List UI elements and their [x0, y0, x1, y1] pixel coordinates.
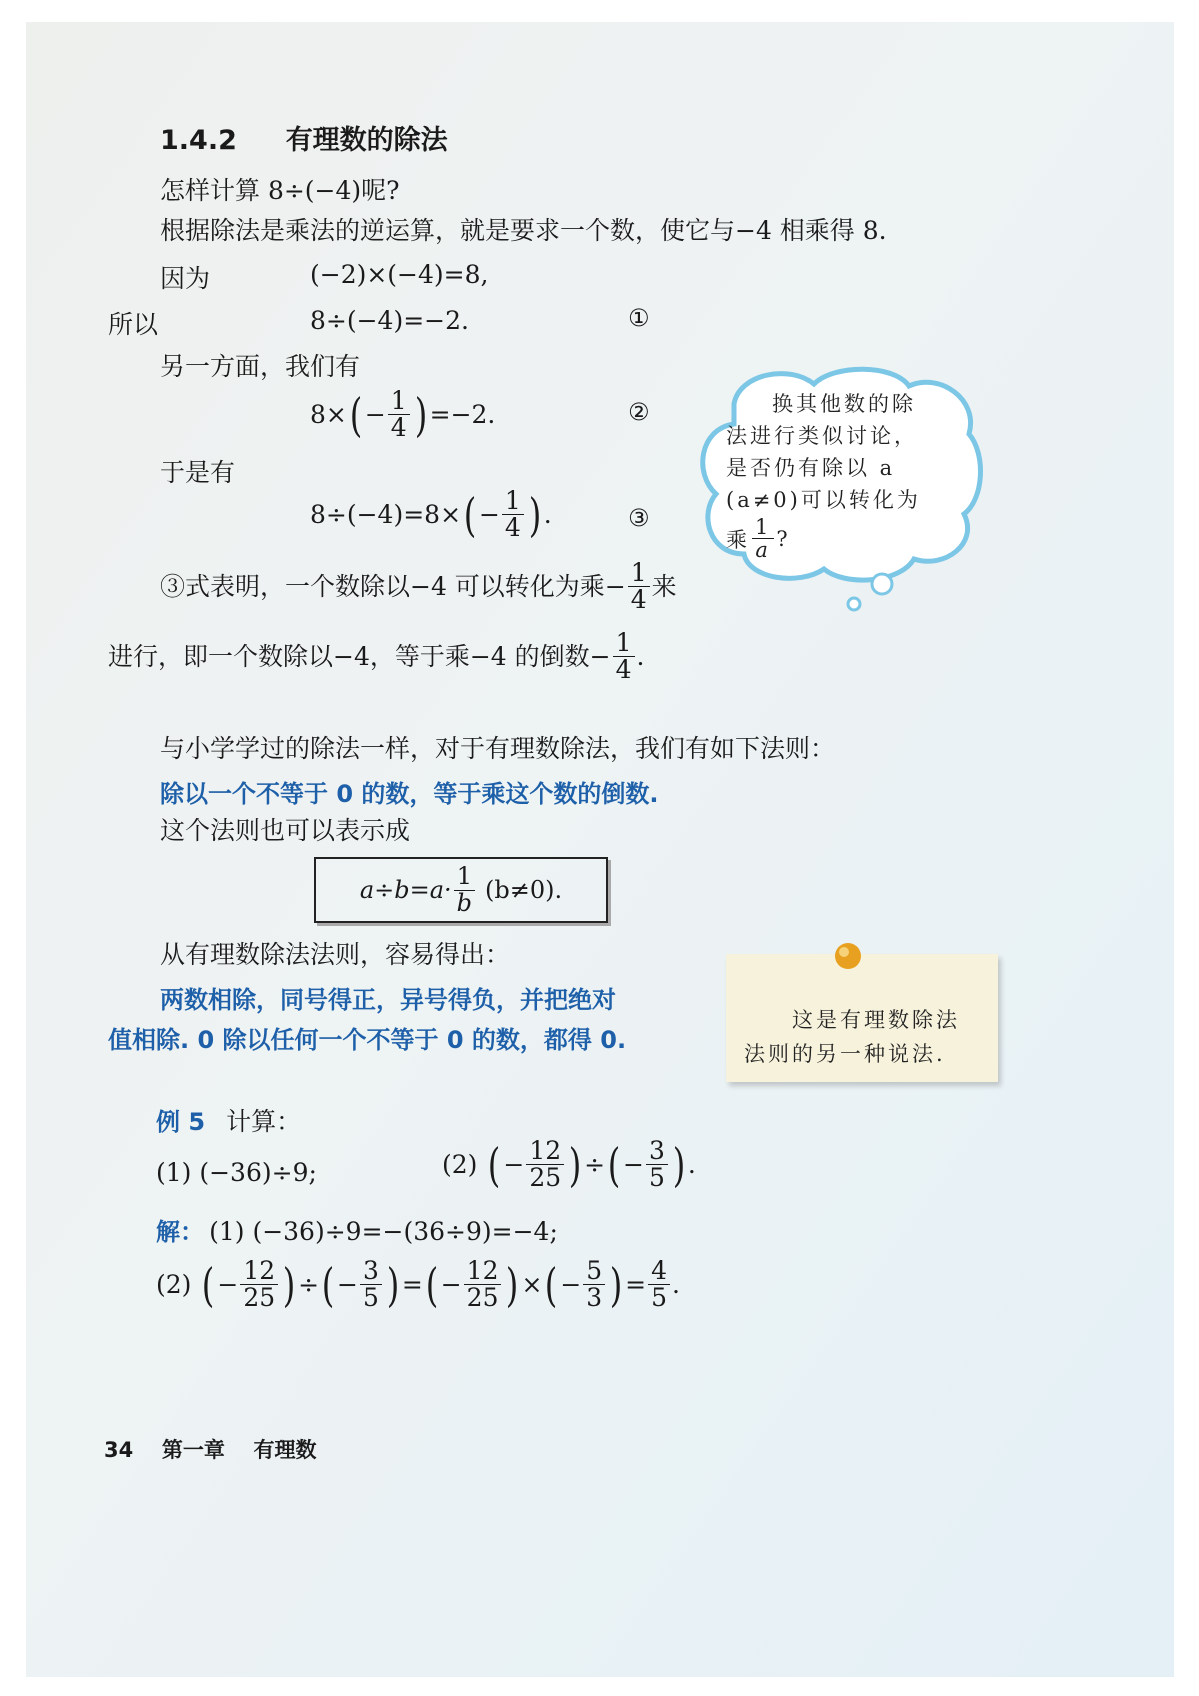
- fraction-one-quarter: $\frac{1}{4}$: [628, 560, 650, 614]
- solution-2-label: (2): [156, 1269, 192, 1299]
- page-number: 34: [104, 1438, 134, 1462]
- note-line-2: 法则的另一种说法.: [744, 1042, 946, 1066]
- equation-2: [310, 388, 495, 442]
- eq2-minus: −: [364, 399, 386, 429]
- cloud-bubbles: [842, 570, 902, 620]
- conversion-minus: −: [604, 571, 626, 601]
- fraction-one-quarter: $\frac{1}{4}$: [502, 488, 524, 542]
- eq3-left: 8÷(−4)=8×: [310, 499, 462, 529]
- equation-mark-1: ①: [628, 304, 650, 332]
- paren-close: ): [609, 1257, 623, 1312]
- paren-close: ): [568, 1137, 582, 1192]
- pin-icon: [832, 938, 866, 972]
- formula-left: a÷b=a·: [359, 876, 452, 904]
- minus: −: [440, 1269, 462, 1299]
- minus: −: [217, 1269, 239, 1299]
- paren-open: (: [425, 1257, 439, 1312]
- paragraph-rule-intro: 与小学学过的除法一样，对于有理数除法，我们有如下法则：: [160, 734, 836, 763]
- fraction-3-5: $\frac{3}{5}$: [646, 1138, 668, 1192]
- note-line-1: 这是有理数除法: [792, 1008, 960, 1032]
- eq3-end: .: [543, 499, 552, 529]
- example-part-2: [442, 1138, 696, 1192]
- fraction-12-25: $\frac{12}{25}$: [526, 1138, 564, 1192]
- reciprocal-text: 进行，即一个数除以−4，等于乘−4 的倒数: [108, 641, 590, 671]
- paren-close: ): [506, 1257, 519, 1312]
- minus: −: [337, 1269, 358, 1299]
- eq2-open-paren: (: [349, 387, 363, 442]
- reciprocal-end: .: [636, 641, 645, 671]
- minus: −: [623, 1149, 644, 1179]
- equals-sign: =: [401, 1269, 423, 1299]
- question-line: 怎样计算 8÷(−4)呢?: [160, 176, 400, 205]
- solution-1: (1) (−36)÷9=−(36÷9)=−4;: [209, 1217, 558, 1246]
- eq2-left: 8×: [310, 399, 347, 429]
- example-label: 例 5: [156, 1108, 206, 1136]
- paren-open: (: [607, 1137, 621, 1192]
- times-sign: ×: [521, 1269, 543, 1299]
- sign-rule-line-2: 值相除. 0 除以任何一个不等于 0 的数，都得 0.: [108, 1026, 627, 1054]
- cloud-line-4: (a≠0)可以转化为: [726, 488, 921, 512]
- paren-open: (: [202, 1257, 215, 1312]
- cloud-line-2: 法进行类似讨论，: [726, 424, 918, 448]
- divide-sign: ÷: [584, 1149, 606, 1179]
- part-2-label: (2): [442, 1149, 478, 1179]
- cloud-times-label: 乘: [726, 527, 750, 552]
- solution-line-1: [156, 1212, 558, 1249]
- paragraph-conversion-1: [160, 560, 677, 614]
- example-heading: [156, 1102, 301, 1139]
- equation-3: [310, 488, 552, 542]
- because-label: 因为: [160, 264, 211, 293]
- solution-label: 解：: [156, 1218, 204, 1246]
- so-equation: 8÷(−4)=−2.: [310, 306, 469, 335]
- because-equation: (−2)×(−4)=8,: [310, 260, 489, 289]
- eq3-open-paren: (: [463, 487, 477, 542]
- fraction-one-quarter: $\frac{1}{4}$: [613, 630, 635, 684]
- cloud-question-mark: ?: [776, 526, 791, 551]
- paragraph-formula-intro: 这个法则也可以表示成: [160, 816, 411, 845]
- paren-close: ): [282, 1257, 296, 1312]
- equals-sign: =: [625, 1269, 647, 1299]
- chapter-label: 第一章: [161, 1438, 225, 1462]
- paren-close: ): [386, 1257, 400, 1312]
- chapter-name: 有理数: [253, 1438, 317, 1462]
- divide-sign: ÷: [298, 1269, 320, 1299]
- conversion-text: ③式表明，一个数除以−4 可以转化为乘: [160, 571, 605, 601]
- example-part-1: (1) (−36)÷9;: [156, 1158, 317, 1187]
- paren-open: (: [545, 1257, 558, 1312]
- equation-mark-2: ②: [628, 398, 650, 426]
- reciprocal-minus: −: [589, 641, 611, 671]
- fraction-12-25: $\frac{12}{25}$: [464, 1258, 502, 1312]
- paragraph-inverse: 根据除法是乘法的逆运算，就是要求一个数，使它与−4 相乘得 8.: [160, 216, 887, 245]
- section-heading: [160, 118, 448, 157]
- solution-period: .: [672, 1269, 680, 1299]
- minus: −: [560, 1269, 582, 1299]
- formula-box: [314, 857, 608, 923]
- paragraph-conversion-2: [108, 630, 644, 684]
- paren-open: (: [488, 1137, 501, 1192]
- part-2-end: .: [687, 1149, 696, 1179]
- fraction-4-5: $\frac{4}{5}$: [648, 1258, 670, 1312]
- conversion-end: 来: [651, 571, 677, 601]
- eq3-close-paren: ): [528, 487, 542, 542]
- cloud-line-3: 是否仍有除以 a: [726, 456, 896, 480]
- thus-line: 于是有: [160, 458, 236, 487]
- equation-mark-3: ③: [628, 504, 650, 532]
- fraction-12-25: $\frac{12}{25}$: [240, 1258, 278, 1312]
- eq2-close-paren: ): [414, 387, 427, 442]
- paragraph-derive: 从有理数除法法则，容易得出：: [160, 940, 511, 969]
- fraction-one-over-b: $\frac{1}{b}$: [454, 864, 475, 915]
- formula-right: (b≠0).: [485, 876, 563, 904]
- paren-close: ): [672, 1137, 686, 1192]
- section-title: 有理数的除法: [285, 125, 448, 156]
- division-rule: 除以一个不等于 0 的数，等于乘这个数的倒数.: [160, 780, 659, 808]
- fraction-one-over-a: $\frac{1}{a}$: [752, 516, 774, 561]
- sign-rule-line-1: 两数相除，同号得正，异号得负，并把绝对: [160, 986, 616, 1014]
- paren-open: (: [321, 1257, 335, 1312]
- page-footer: [104, 1434, 316, 1464]
- cloud-line-5: [726, 516, 791, 561]
- section-number: 1.4.2: [160, 125, 237, 156]
- other-hand-line: 另一方面，我们有: [160, 352, 361, 381]
- minus: −: [503, 1149, 525, 1179]
- eq2-right: =−2.: [429, 399, 496, 429]
- so-label: 所以: [108, 310, 159, 339]
- solution-line-2: [156, 1258, 680, 1312]
- eq3-minus: −: [478, 499, 500, 529]
- fraction-3-5: $\frac{3}{5}$: [360, 1258, 382, 1312]
- cloud-line-1: 换其他数的除: [772, 392, 916, 416]
- fraction-5-3: $\frac{5}{3}$: [583, 1258, 605, 1312]
- example-task: 计算：: [226, 1107, 302, 1136]
- textbook-page: [26, 22, 1174, 1677]
- fraction-one-quarter: $\frac{1}{4}$: [388, 388, 410, 442]
